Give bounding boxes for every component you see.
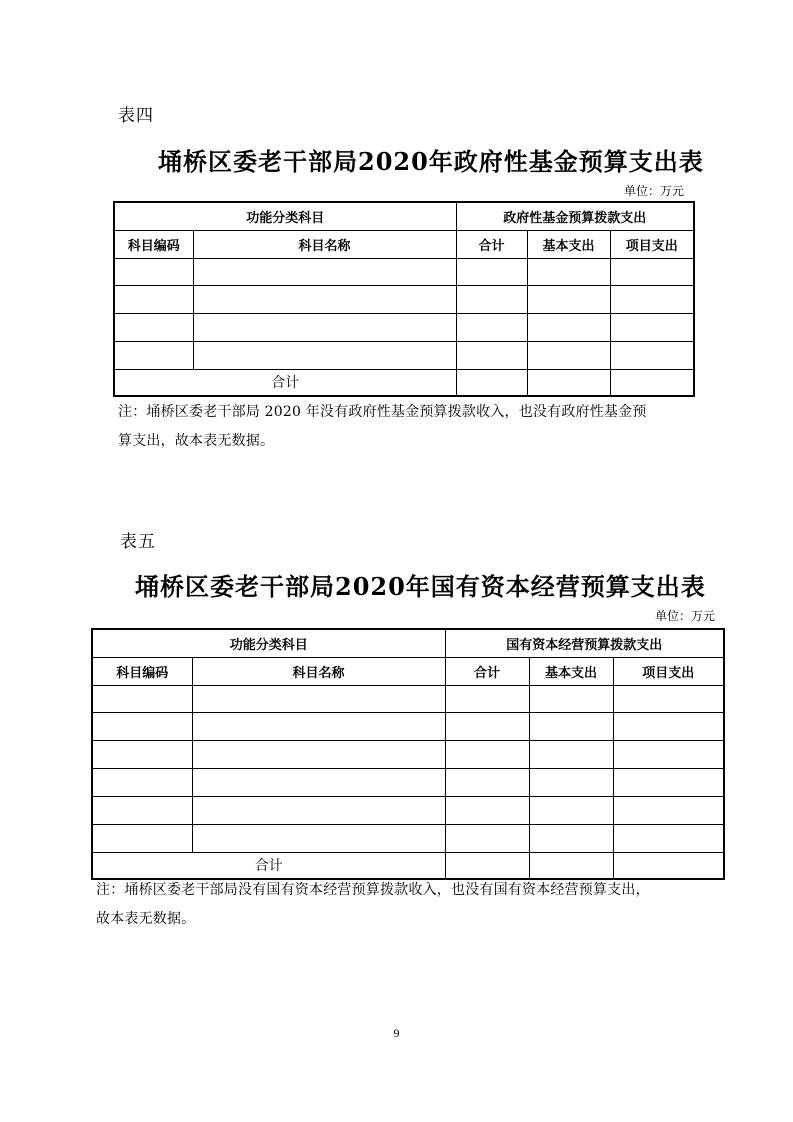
table5-col-basic: 基本支出 [529, 657, 613, 685]
table4-col-code: 科目编码 [114, 230, 193, 258]
table4-unit: 单位：万元 [624, 184, 685, 198]
table5-label: 表五 [120, 532, 156, 552]
table4-col-total: 合计 [456, 230, 527, 258]
table4-col-basic: 基本支出 [527, 230, 610, 258]
table5-col-project: 项目支出 [613, 657, 724, 685]
table5-note-line2: 故本表无数据。 [96, 911, 196, 927]
table5-title: 埇桥区委老干部局2020年国有资本经营预算支出表 [135, 572, 706, 601]
table5-grid [91, 628, 725, 880]
table5-unit: 单位：万元 [655, 609, 716, 623]
page-number: 9 [393, 1026, 400, 1040]
table-row [114, 285, 694, 313]
table5-col-code: 科目编码 [92, 657, 192, 685]
table4-col-name: 科目名称 [193, 230, 456, 258]
table4-title: 埇桥区委老干部局2020年政府性基金预算支出表 [158, 147, 704, 176]
table5-total-row [92, 852, 724, 879]
table-row [92, 685, 724, 712]
table4-note-line1: 注：埇桥区委老干部局 2020 年没有政府性基金预算拨款收入，也没有政府性基金预 [118, 404, 647, 420]
table-row [92, 740, 724, 768]
table4-total-row [114, 369, 694, 396]
table4-label: 表四 [118, 106, 154, 126]
table-row [92, 824, 724, 852]
table-row [92, 796, 724, 824]
table-row [114, 313, 694, 341]
table-row [92, 768, 724, 796]
table4-group-right: 政府性基金预算拨款支出 [456, 202, 694, 230]
table5-total-label: 合计 [92, 852, 445, 879]
table5-col-total: 合计 [445, 657, 529, 685]
table4-grid [113, 201, 695, 397]
table5-note-line1: 注：埇桥区委老干部局没有国有资本经营预算拨款收入，也没有国有资本经营预算支出， [96, 882, 650, 898]
table5-group-right: 国有资本经营预算拨款支出 [445, 629, 724, 657]
table4-total-label: 合计 [114, 369, 456, 396]
table4-group-left: 功能分类科目 [114, 202, 456, 230]
table-row [114, 258, 694, 285]
table4-col-project: 项目支出 [610, 230, 694, 258]
table-row [114, 341, 694, 369]
table5-group-left: 功能分类科目 [92, 629, 445, 657]
table-row [92, 712, 724, 740]
table5-col-name: 科目名称 [192, 657, 445, 685]
table4-note-line2: 算支出，故本表无数据。 [118, 433, 275, 449]
